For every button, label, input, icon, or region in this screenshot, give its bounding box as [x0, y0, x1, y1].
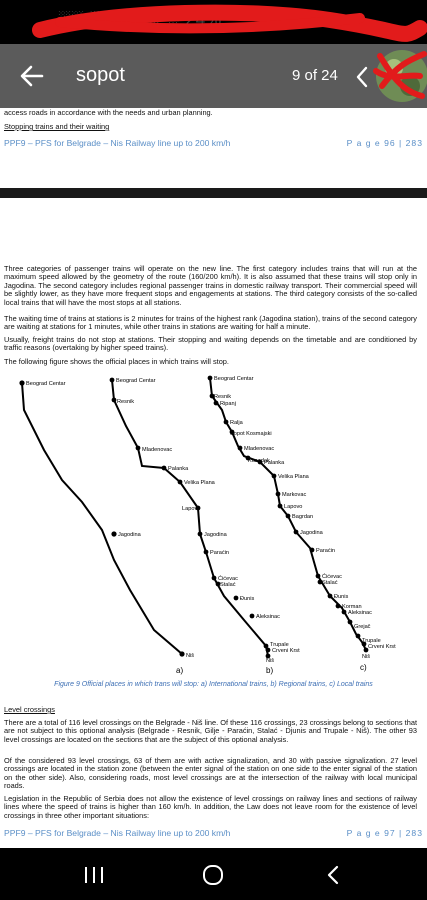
station-label: Jagodina: [204, 532, 227, 538]
station-label: Korman: [342, 604, 362, 610]
station-label: Resnik: [117, 399, 135, 405]
search-bar: [0, 44, 427, 108]
route-b-line: [112, 380, 268, 656]
station-label: Crveni Krst: [368, 644, 396, 650]
station-label: Mladenovac: [244, 446, 275, 452]
station-label: Paraćin: [210, 550, 229, 556]
station-label: Markovac: [282, 492, 307, 498]
section-heading: Stopping trains and their waiting: [4, 122, 110, 131]
paragraph: The following figure shows the official places in which trains will stop.: [4, 357, 229, 366]
navigation-bar: [0, 848, 427, 900]
arrow-left-icon[interactable]: [14, 58, 50, 94]
station-label: Resnik: [214, 394, 232, 400]
station-label: Palanka: [168, 466, 189, 472]
station-label: Trupale: [362, 638, 381, 644]
page-footer-left: PPF9 – PFS for Belgrade – Nis Railway line up to 200 km/h: [4, 828, 231, 838]
station-label: Kusadak: [248, 458, 270, 464]
chevron-left-icon[interactable]: [352, 64, 372, 90]
page-96: [4, 108, 423, 188]
station-label: Beograd Centar: [26, 381, 66, 387]
station-label: Grejač: [354, 624, 371, 630]
stops-diagram: [4, 370, 423, 678]
station-label: Lapovo: [182, 506, 201, 512]
route-a-line: [22, 383, 182, 654]
station-label: Ćićevac: [322, 574, 342, 580]
station-label: Aleksinac: [348, 610, 372, 616]
station-label: Niš: [186, 653, 195, 659]
station-label: Mladenovac: [142, 447, 173, 453]
red-scribble: [0, 0, 427, 44]
station-label: Jagodina: [118, 532, 141, 538]
avatar[interactable]: [372, 46, 427, 104]
match-count: 9 of 24: [292, 67, 338, 84]
station-label: Đunis: [240, 596, 255, 602]
page-footer-right: P a g e 97 | 283: [346, 828, 423, 838]
paragraph: Legislation in the Republic of Serbia does not allow the existence of level crossings on railway lines and sections of railway lines where the speed of trains is higher than 160 km/h. In addition, the Law does not leave room for the existence of level crossings in three other important situations:: [4, 794, 417, 820]
status-bar: [0, 0, 427, 44]
station-label: Beograd Centar: [214, 376, 254, 382]
station-label: Beograd Centar: [116, 378, 156, 384]
diagram-label-a: a): [176, 666, 184, 675]
station-label: Aleksinac: [256, 614, 280, 620]
station-label: Paraćin: [316, 548, 335, 554]
station-label: Stalać: [220, 582, 236, 588]
station-label: Jagodina: [300, 530, 323, 536]
diagram-label-b: b): [266, 666, 274, 675]
station-label: Lapovo: [284, 504, 303, 510]
status-text: ░░ ░░░ ░░ ░ 24%: [58, 10, 223, 29]
station-label: Niš: [266, 658, 275, 664]
section-heading: Level crossings: [4, 705, 55, 714]
station-label: Crveni Krst: [272, 648, 300, 654]
station-label: Palanka: [264, 460, 285, 466]
nav-back-icon[interactable]: [322, 864, 346, 886]
station-label: Velika Plana: [278, 474, 309, 480]
home-icon[interactable]: [201, 864, 225, 886]
page-footer-right: P a g e 96 | 283: [346, 138, 423, 148]
station-label: Ćićevac: [218, 576, 238, 582]
station-label: Velika Plana: [184, 480, 215, 486]
page-97: [4, 198, 423, 848]
page-separator: [0, 188, 427, 198]
figure-caption: Figure 9 Official places in which trans will stop: a) International trains, b) Regional trains, c) Local trains: [54, 681, 373, 688]
station-label: Stalać: [322, 580, 338, 586]
paragraph: The waiting time of trains at stations is 2 minutes for trains of the highest rank (Jagodina station), trains of the second category are waiting at stations for 1 minutes, while other trains in stations are waiting for half a minute.: [4, 314, 417, 332]
paragraph: Of the considered 93 level crossings, 63 of them are with active signalization, and 30 with passive signalization. 27 level crossings are located in the station zone (between the enter signal of the station on one side to the enter signal of the station on the other side). Also, considering roads, most level crossings are at the intersection of the railway with local municipal roads.: [4, 756, 417, 791]
station-label: Bagrdan: [292, 514, 314, 520]
paragraph: Three categories of passenger trains will operate on the new line. The first category includes trains that will run at the maximum speed allowed by the geometry of the route (160/200 km/h). It is also assumed that these trains will stop only in Jagodina. The second category includes regional passenger trains in domestic railway transport. Their commercial speed will be slightly lower, as they have more frequent stops and engagements at stations. The third category consists of the so-called local trains that will have the most stops at all stations.: [4, 264, 417, 307]
station-label: Ripanj: [220, 401, 236, 407]
station-label: Đunis: [334, 594, 349, 600]
recents-icon[interactable]: [82, 864, 106, 886]
search-query[interactable]: sopot: [76, 64, 125, 86]
paragraph: Usually, freight trains do not stop at stations. Their stopping and waiting depends on the timetable and are conditioned by traffic reasons (overtaking by higher speed trains).: [4, 335, 417, 353]
station-label: Niš: [362, 654, 371, 660]
station-label: Trupale: [270, 642, 289, 648]
station-label: Sopot Kosmajski: [230, 431, 272, 437]
page-text: access roads in accordance with the needs and urban planning.: [4, 108, 213, 117]
diagram-label-c: c): [360, 663, 367, 672]
page-footer-left: PPF9 – PFS for Belgrade – Nis Railway line up to 200 km/h: [4, 138, 231, 148]
station-label: Ralja: [230, 420, 243, 426]
paragraph: There are a total of 116 level crossings on the Belgrade - Niš line. Of these 116 crossings, 23 crossings belong to sections that are not subject to this optional analysis (Belgrade - Resnik, Gilje - Paraćin, Stalać - Djunis and Trupale - Niš). The other 93 level crossings are located on the sections that are the subject of this optional analysis.: [4, 718, 417, 744]
